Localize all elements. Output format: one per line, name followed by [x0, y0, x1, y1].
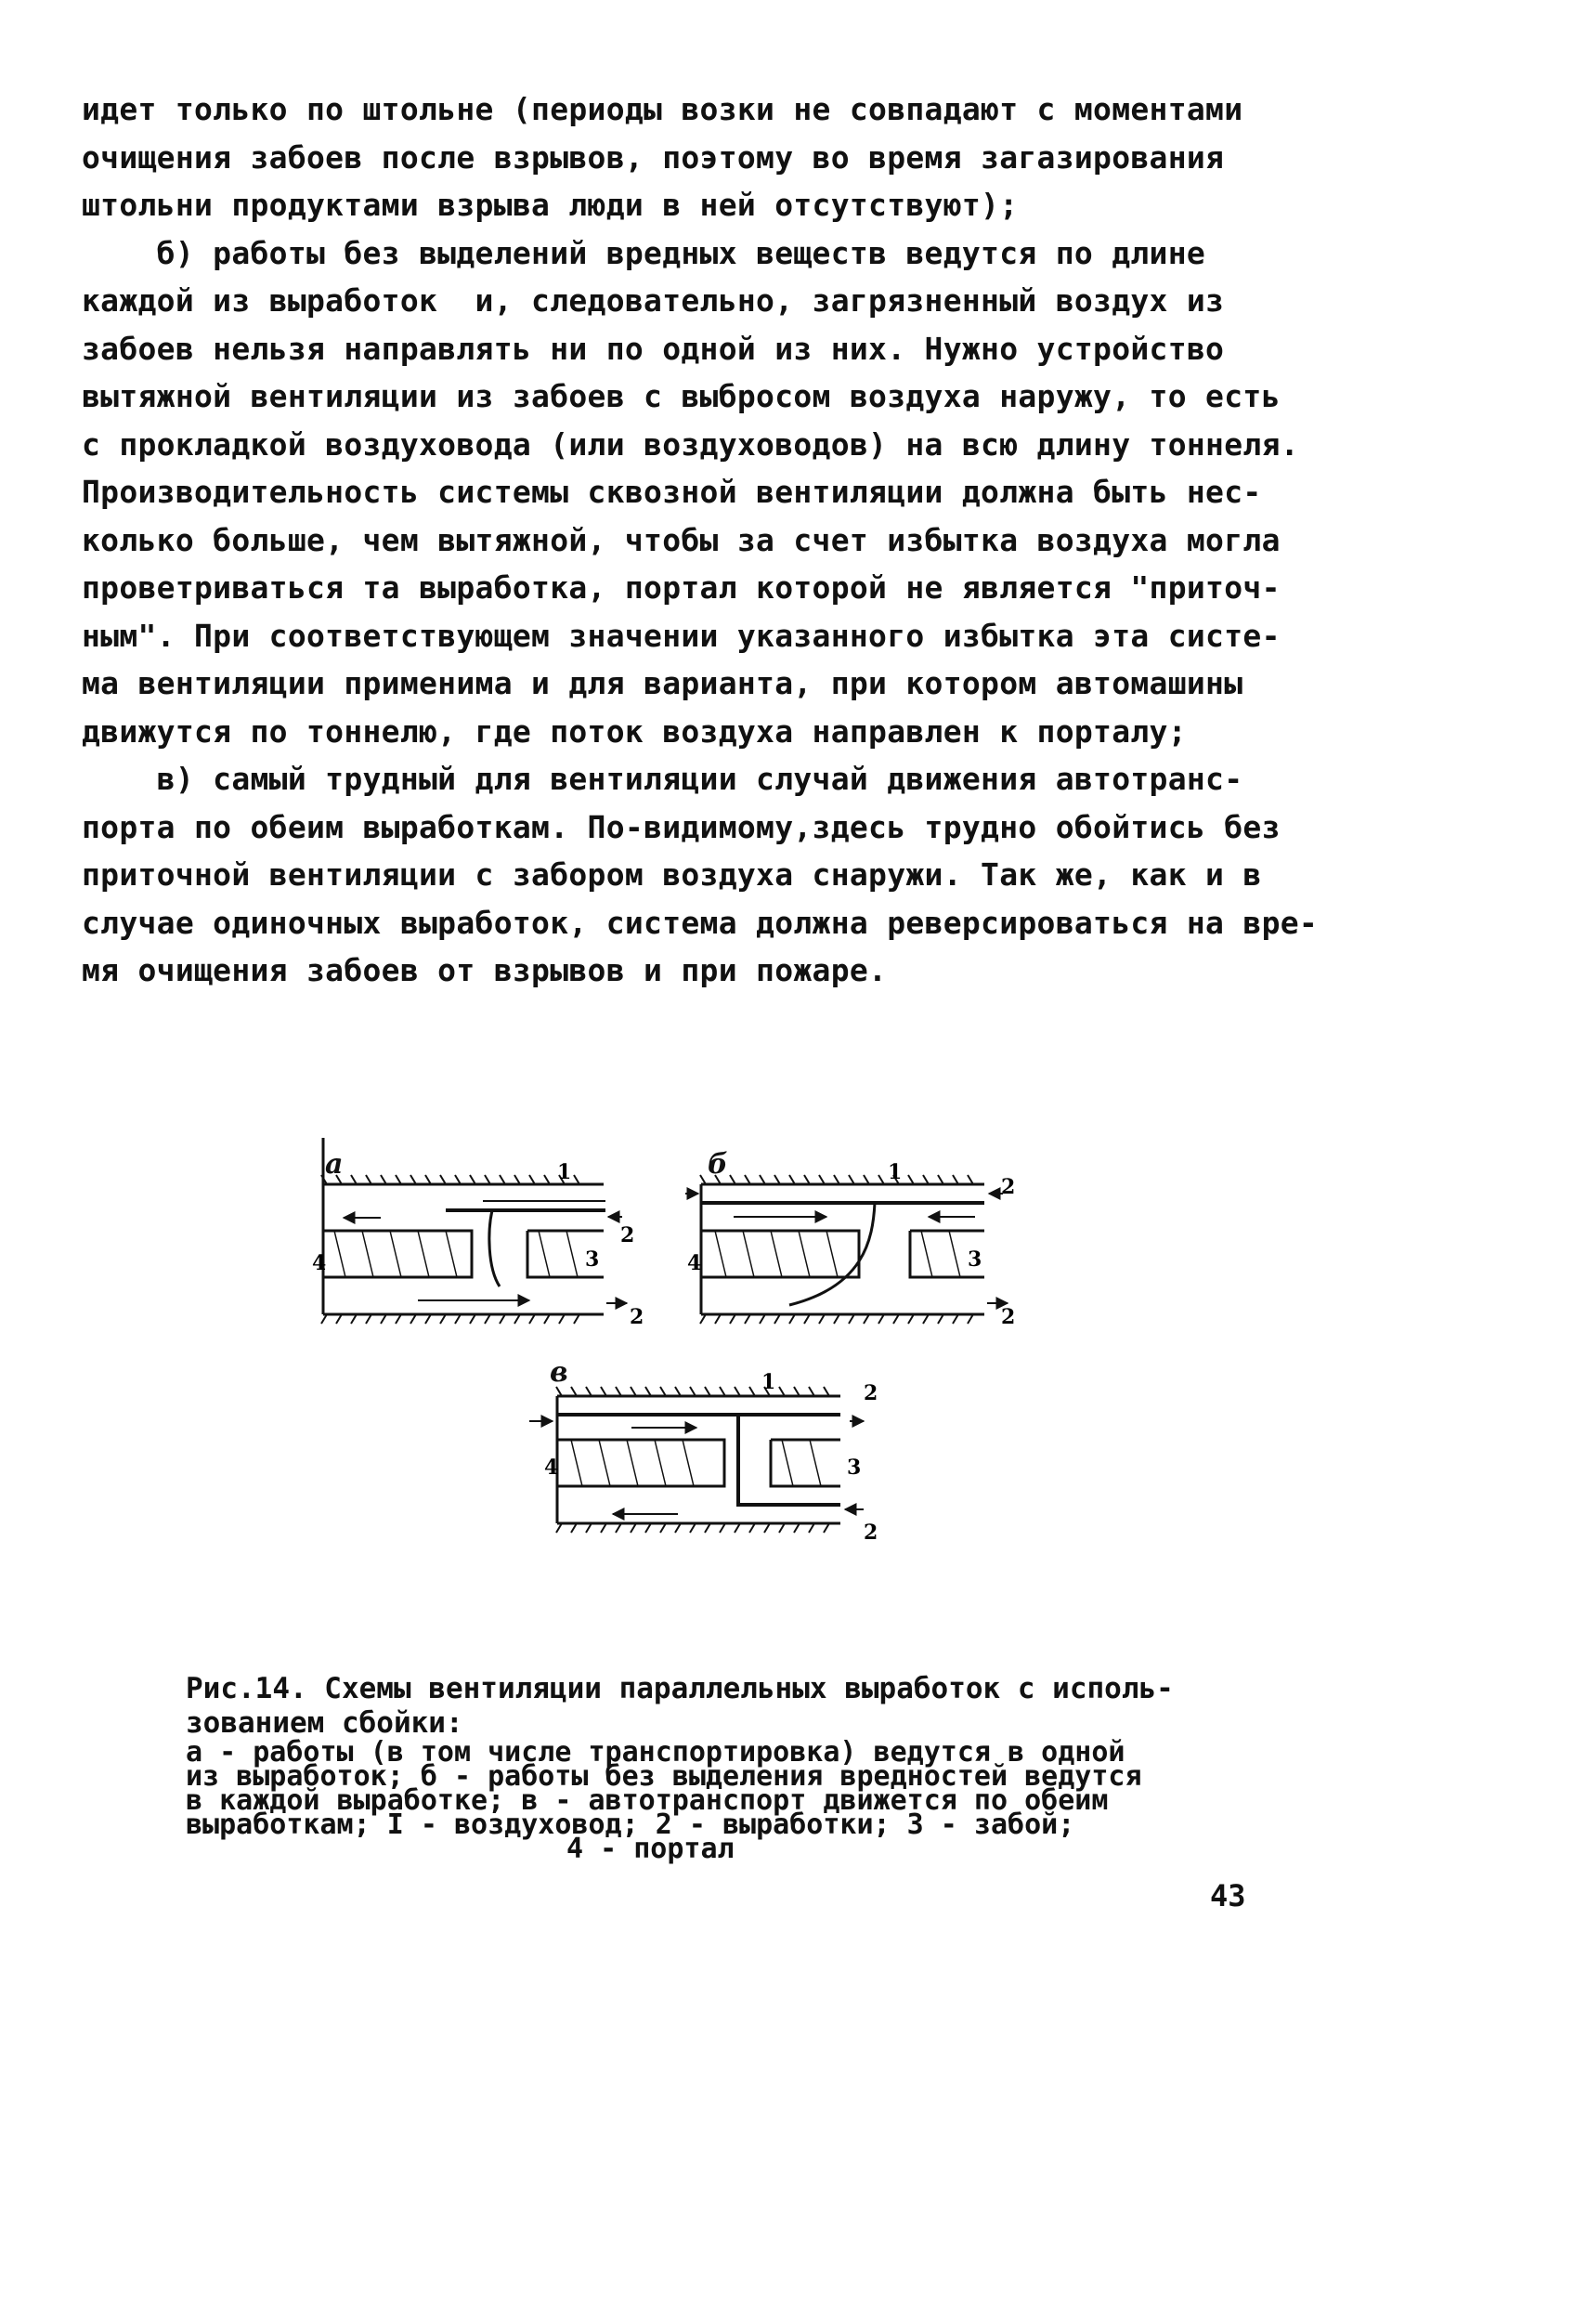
- text-line: случае одиночных выработок, система должна реверсироваться на вре-: [82, 904, 1319, 941]
- text-line: колько больше, чем вытяжной, чтобы за счет избытка воздуха могла: [82, 521, 1281, 558]
- text-line: ным". При соответствующем значении указанного избытка эта систе-: [82, 617, 1281, 654]
- caption-heading-line: Рис.14. Схемы вентиляции параллельных выработок с исполь-: [186, 1672, 1174, 1705]
- label-2: 2: [620, 1223, 635, 1247]
- label-3: 3: [968, 1247, 982, 1272]
- caption-body-line: а - работы (в том числе транспортировка) ведутся в одной: [186, 1736, 1125, 1769]
- panel-b: [685, 1148, 1008, 1324]
- label-1: 1: [557, 1160, 572, 1184]
- text-line: штольни продуктами взрыва люди в ней отсутствуют);: [82, 187, 1019, 223]
- ventilation-figure: [306, 1138, 1016, 1602]
- text-line: б) работы без выделений вредных веществ ведутся по длине: [82, 234, 1206, 271]
- text-line: Производительность системы сквозной вентиляции должна быть нес-: [82, 474, 1262, 510]
- caption-body-line: из выработок; б - работы без выделения вредностей ведутся: [186, 1760, 1142, 1793]
- text-line: очищения забоев после взрывов, поэтому во время загазирования: [82, 138, 1225, 176]
- text-line: проветриваться та выработка, портал которой не является "приточ-: [82, 569, 1281, 606]
- label-1: 1: [888, 1160, 903, 1184]
- panel-b-letter: б: [708, 1148, 728, 1181]
- caption-body-line: в каждой выработке; в - автотранспорт движется по обеим: [186, 1784, 1109, 1817]
- label-2: 2: [864, 1521, 878, 1545]
- text-line: каждой из выработок и, следовательно, загрязненный воздух из: [82, 282, 1225, 319]
- label-2: 2: [864, 1381, 878, 1405]
- label-2: 2: [1001, 1305, 1016, 1329]
- text-line: порта по обеим выработкам. По-видимому,здесь трудно обойтись без: [82, 808, 1281, 845]
- body-text: [82, 85, 1319, 995]
- text-line: приточной вентиляции с забором воздуха снаружи. Так же, как и в: [82, 856, 1262, 893]
- caption-body-line: выработкам; I - воздуховод; 2 - выработки; 3 - забой;: [186, 1808, 1075, 1841]
- text-line: вытяжной вентиляции из забоев с выбросом воздуха наружу, то есть: [82, 378, 1281, 414]
- text-line: забоев нельзя направлять ни по одной из них. Нужно устройство: [82, 330, 1225, 367]
- label-4: 4: [544, 1456, 559, 1480]
- panel-c: [529, 1356, 864, 1533]
- panel-a: [321, 1138, 627, 1324]
- label-1: 1: [761, 1370, 776, 1394]
- label-2: 2: [630, 1305, 644, 1329]
- text-line: движутся по тоннелю, где поток воздуха направлен к порталу;: [82, 712, 1187, 750]
- text-line: с прокладкой воздуховода (или воздуховодов) на всю длину тоннеля.: [82, 425, 1299, 463]
- caption-body-line: 4 - портал: [566, 1833, 735, 1865]
- text-line: в) самый трудный для вентиляции случай движения автотранс-: [82, 761, 1243, 797]
- text-line: мя очищения забоев от взрывов и при пожаре.: [82, 952, 888, 988]
- figure-caption: [186, 1672, 1300, 1865]
- label-3: 3: [847, 1456, 862, 1480]
- label-3: 3: [585, 1247, 600, 1272]
- text-line: ма вентиляции применима и для варианта, при котором автомашины: [82, 665, 1243, 701]
- panel-c-letter: в: [550, 1356, 568, 1389]
- label-4: 4: [687, 1251, 702, 1275]
- text-line: идет только по штольне (периоды возки не совпадают с моментами: [82, 91, 1243, 127]
- caption-heading-line: зованием сбойки:: [186, 1706, 463, 1740]
- label-4: 4: [312, 1251, 327, 1275]
- label-2: 2: [1001, 1175, 1016, 1199]
- page-number: 43: [1210, 1878, 1246, 1913]
- figure-svg: [306, 1138, 1016, 1602]
- panel-a-letter: а: [325, 1148, 344, 1181]
